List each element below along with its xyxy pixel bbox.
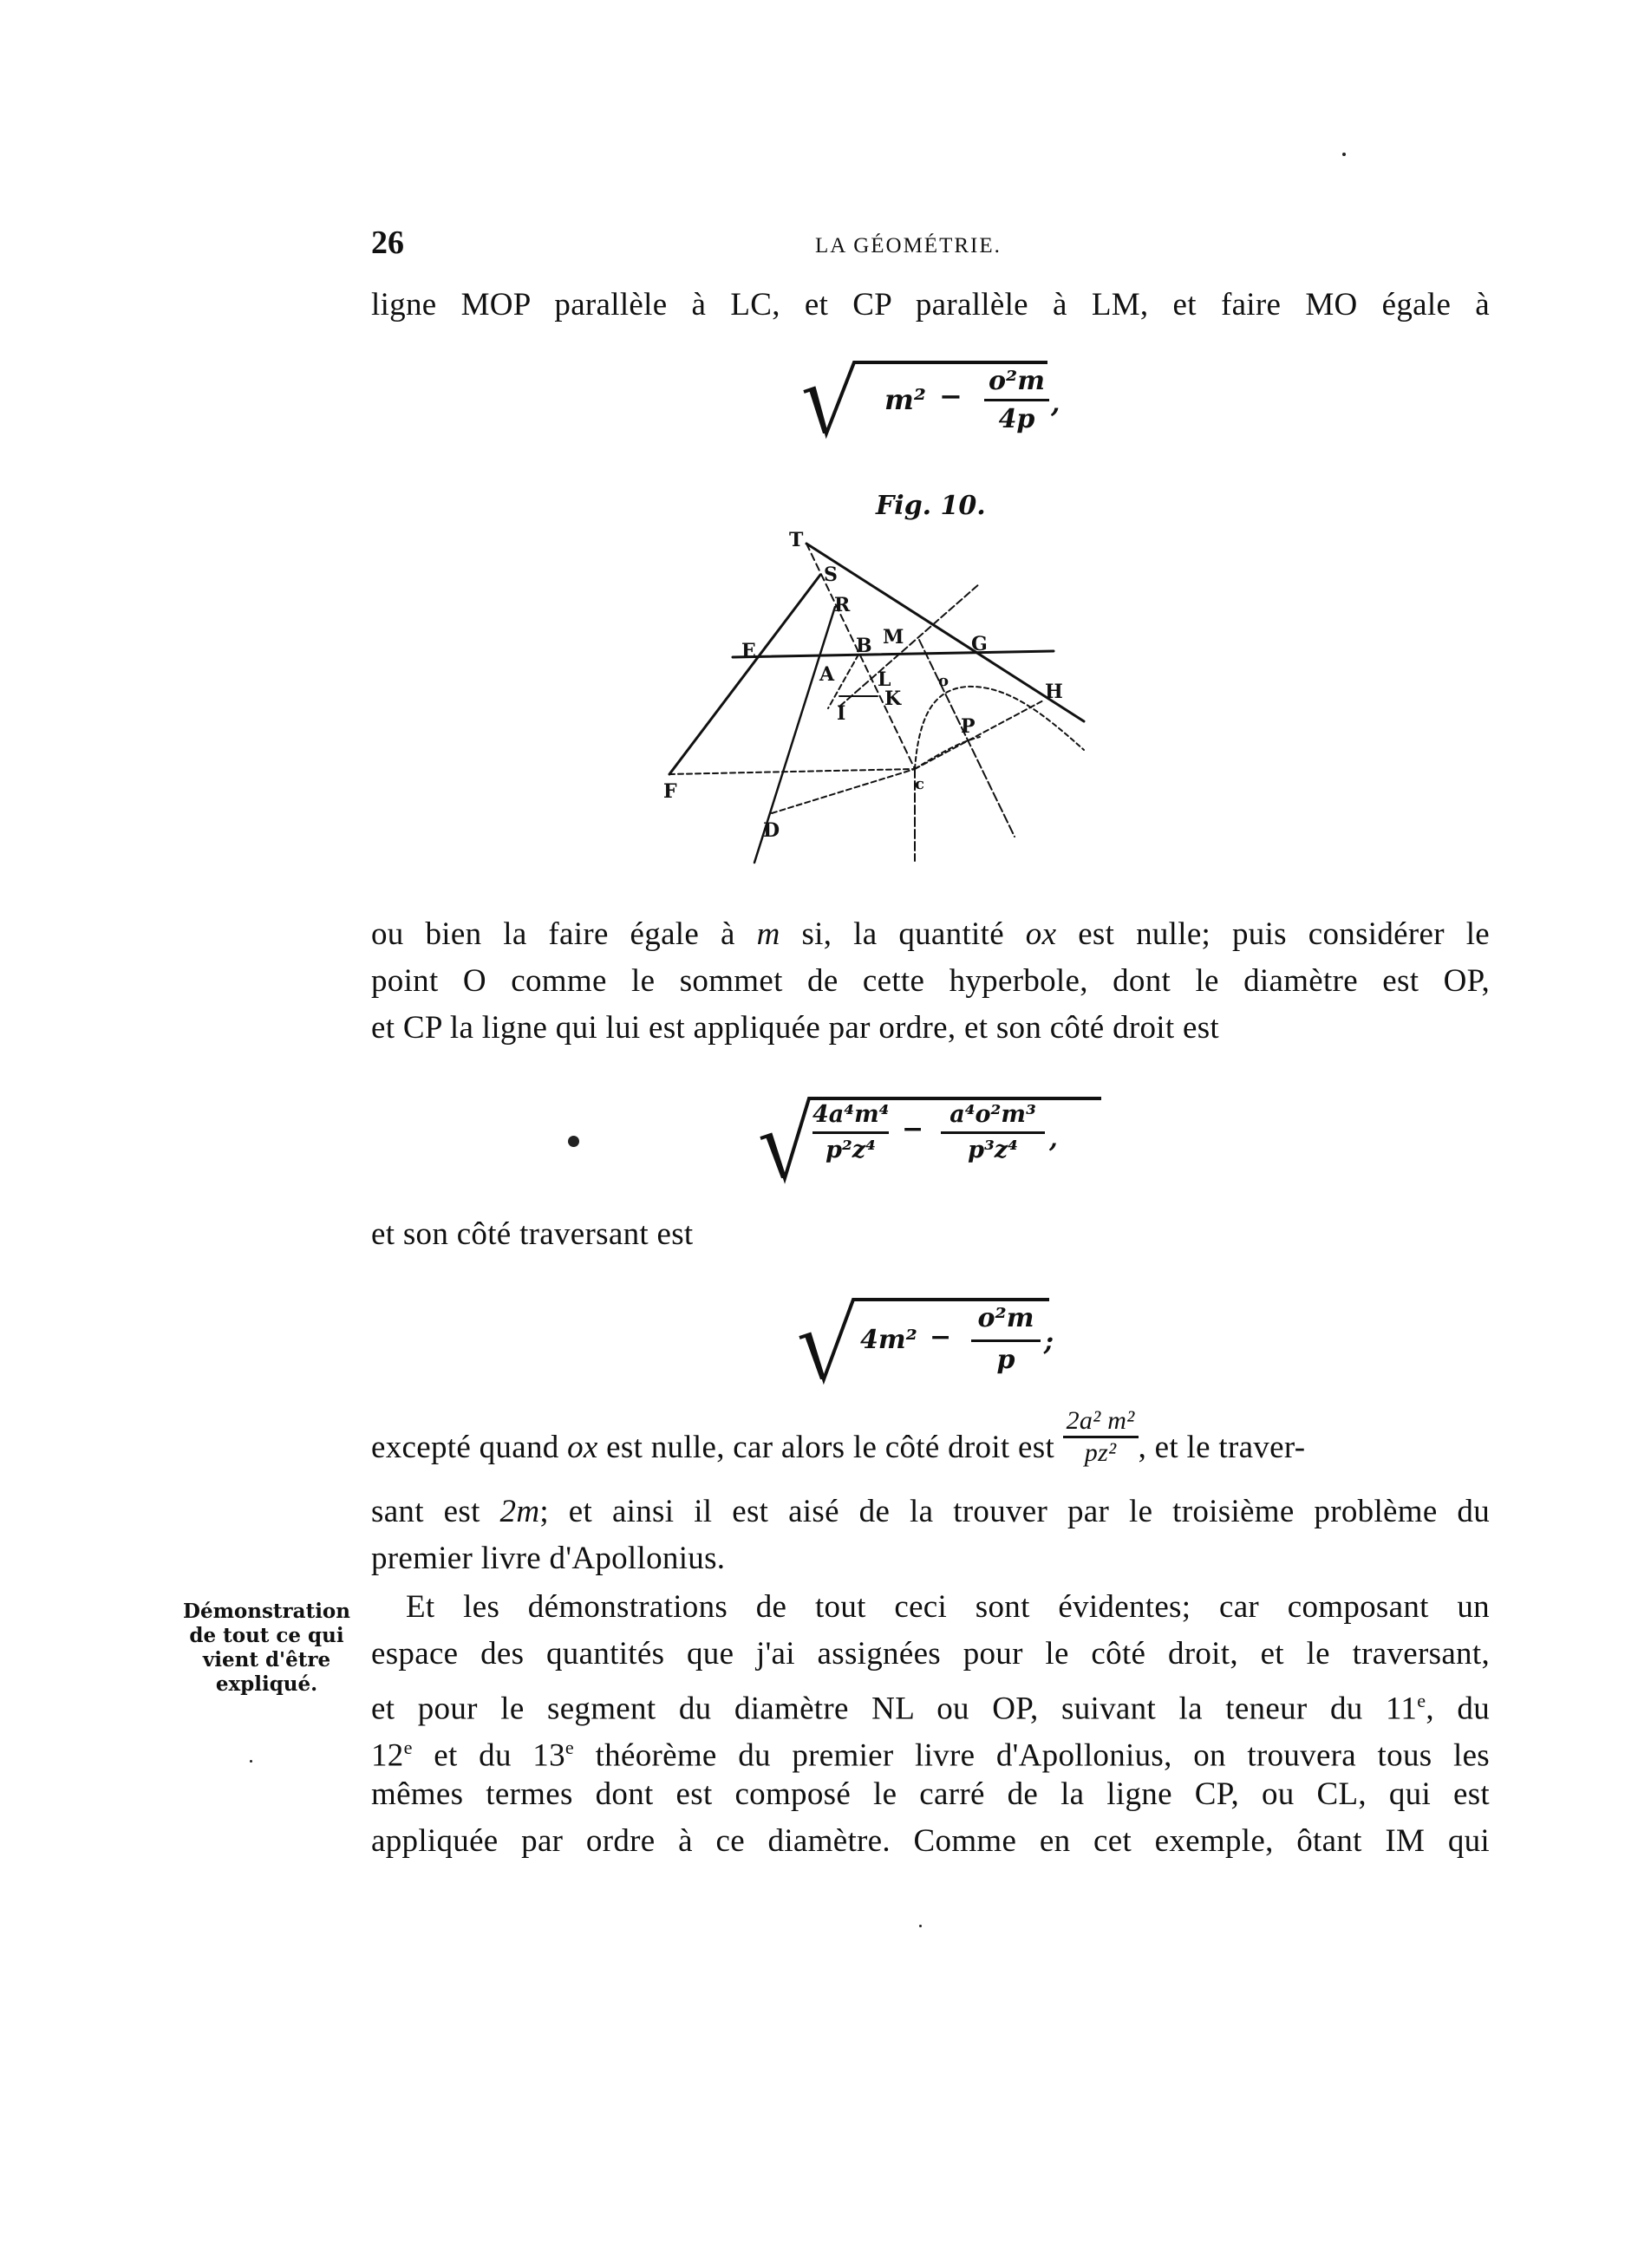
math-var-m: m [756,916,780,952]
text-run: ; et ainsi il est aisé de la trouver par le troisième problème du [539,1494,1491,1529]
body-para-4-line-5: mêmes termes dont est composé le carré de la ligne CP, ou CL, qui est [371,1776,1490,1812]
text-run: sant est [371,1494,500,1529]
label-K: K [884,688,902,710]
label-A: A [819,663,835,686]
body-line-transverse: et son côté traversant est [371,1216,694,1252]
math-var-2m: 2m [499,1494,540,1529]
text-run: excepté quand [371,1430,568,1465]
margin-note-line: de tout ce qui [189,1624,344,1647]
formula-2-num-2: a⁴o²m³ [949,1101,1036,1128]
formula-3-numerator: o²m [977,1303,1034,1333]
formula-2-den-1: p²z⁴ [826,1137,876,1163]
label-G: G [971,633,988,655]
text-run: si, la quantité [780,916,1026,952]
body-para-2-line-1 [371,916,1490,954]
page-number: 26 [371,225,404,261]
label-B: B [856,635,872,657]
body-line-1: ligne MOP parallèle à LC, et CP parallèle à LM, et faire MO égale à [371,287,1490,323]
text-run: est nulle; puis considérer le [1056,916,1491,952]
formula-3-operator: − [930,1322,952,1352]
label-L: L [878,668,891,691]
formula-1-fraction-bar [984,399,1049,401]
formula-3-trailing: ; [1044,1326,1054,1357]
formula-3-denominator: p [996,1345,1015,1375]
body-para-3-line-1 [371,1406,1490,1468]
body-para-2-line-3: et CP la ligne qui lui est appliquée par ordre, et son côté droit est [371,1010,1220,1046]
formula-2-operator: − [902,1114,924,1144]
label-P: P [961,715,976,738]
formula-1-trailing: , [1051,388,1060,419]
speck [250,1760,252,1763]
body-para-2-line-2: point O comme le sommet de cette hyperbole, dont le diamètre est OP, [371,963,1490,999]
text-run: , et le traver- [1138,1430,1306,1465]
label-I: I [837,702,846,725]
formula-3-fraction-bar [971,1339,1041,1342]
margin-note-line: expliqué. [215,1672,318,1696]
margin-note-line: Démonstration [183,1600,350,1623]
formula-3-term: 4m² [860,1325,917,1355]
body-para-4-line-2: espace des quantités que j'ai assignées pour le côté droit, et le traversant, [371,1636,1490,1672]
running-title: LA GÉOMÉTRIE. [815,234,1002,257]
margin-note [173,1600,360,1697]
formula-1-operator: − [939,380,963,413]
text-run: est nulle, car alors le côté droit est [597,1430,1063,1465]
label-T: T [789,529,804,551]
label-F: F [663,780,677,803]
text-run: 12 [371,1737,404,1774]
fraction-denominator: pz² [1084,1438,1117,1468]
label-M: M [883,626,904,648]
formula-2-trailing: , [1049,1124,1058,1153]
speck [919,1925,922,1927]
formula-2-den-2: p³z⁴ [968,1137,1018,1163]
body-para-3-line-2 [371,1493,1490,1531]
speck [1342,153,1346,156]
formula-2-bar-1 [812,1131,889,1134]
label-O: o [938,672,949,690]
formula-1-term: m² [884,383,926,416]
formula-2-bar-2 [941,1131,1045,1134]
text-run: ou bien la faire égale à [371,916,757,952]
body-para-3-line-3: premier livre d'Apollonius. [371,1541,726,1576]
body-para-4-line-3 [371,1682,1490,1728]
figure-caption: Fig. 10. [876,491,986,521]
formula-1-numerator: o²m [989,366,1045,396]
superscript: e [564,1737,575,1758]
fraction-numerator: 2a² m² [1063,1406,1139,1438]
formula-2-num-1: 4a⁴m⁴ [812,1101,890,1128]
math-var-ox: ox [1025,916,1057,952]
body-para-4-line-1 [371,1588,1490,1626]
figure-10-diagram [650,486,1214,876]
formula-1-denominator: 4p [998,404,1035,434]
label-C: c [915,775,924,793]
label-S: S [824,564,838,586]
formula-3 [798,1287,1075,1387]
inline-fraction [1063,1406,1139,1468]
label-R: R [834,594,851,616]
text-run: , du [1426,1691,1490,1727]
label-D: D [763,819,780,842]
text-run: et pour le segment du diamètre NL ou OP, suivant la teneur du 11 [371,1691,1418,1727]
body-para-4-line-4 [371,1729,1490,1775]
superscript: e [1417,1690,1426,1711]
text-run: Et les démonstrations de tout ceci sont évidentes; car composant un [406,1589,1490,1625]
margin-note-line: vient d'être [202,1648,331,1672]
formula-2 [759,1088,1132,1188]
text-run: et du 13 [412,1737,565,1774]
text-run: théorème du premier livre d'Apollonius, on trouvera tous les [574,1737,1490,1774]
body-para-4-line-6: appliquée par ordre à ce diamètre. Comme en cet exemple, ôtant IM qui [371,1823,1490,1859]
label-H: H [1045,681,1063,703]
label-E: E [741,640,756,662]
math-var-ox: ox [567,1430,598,1465]
formula-1 [802,347,1062,442]
superscript: e [403,1737,413,1758]
stray-mark [568,1136,579,1147]
